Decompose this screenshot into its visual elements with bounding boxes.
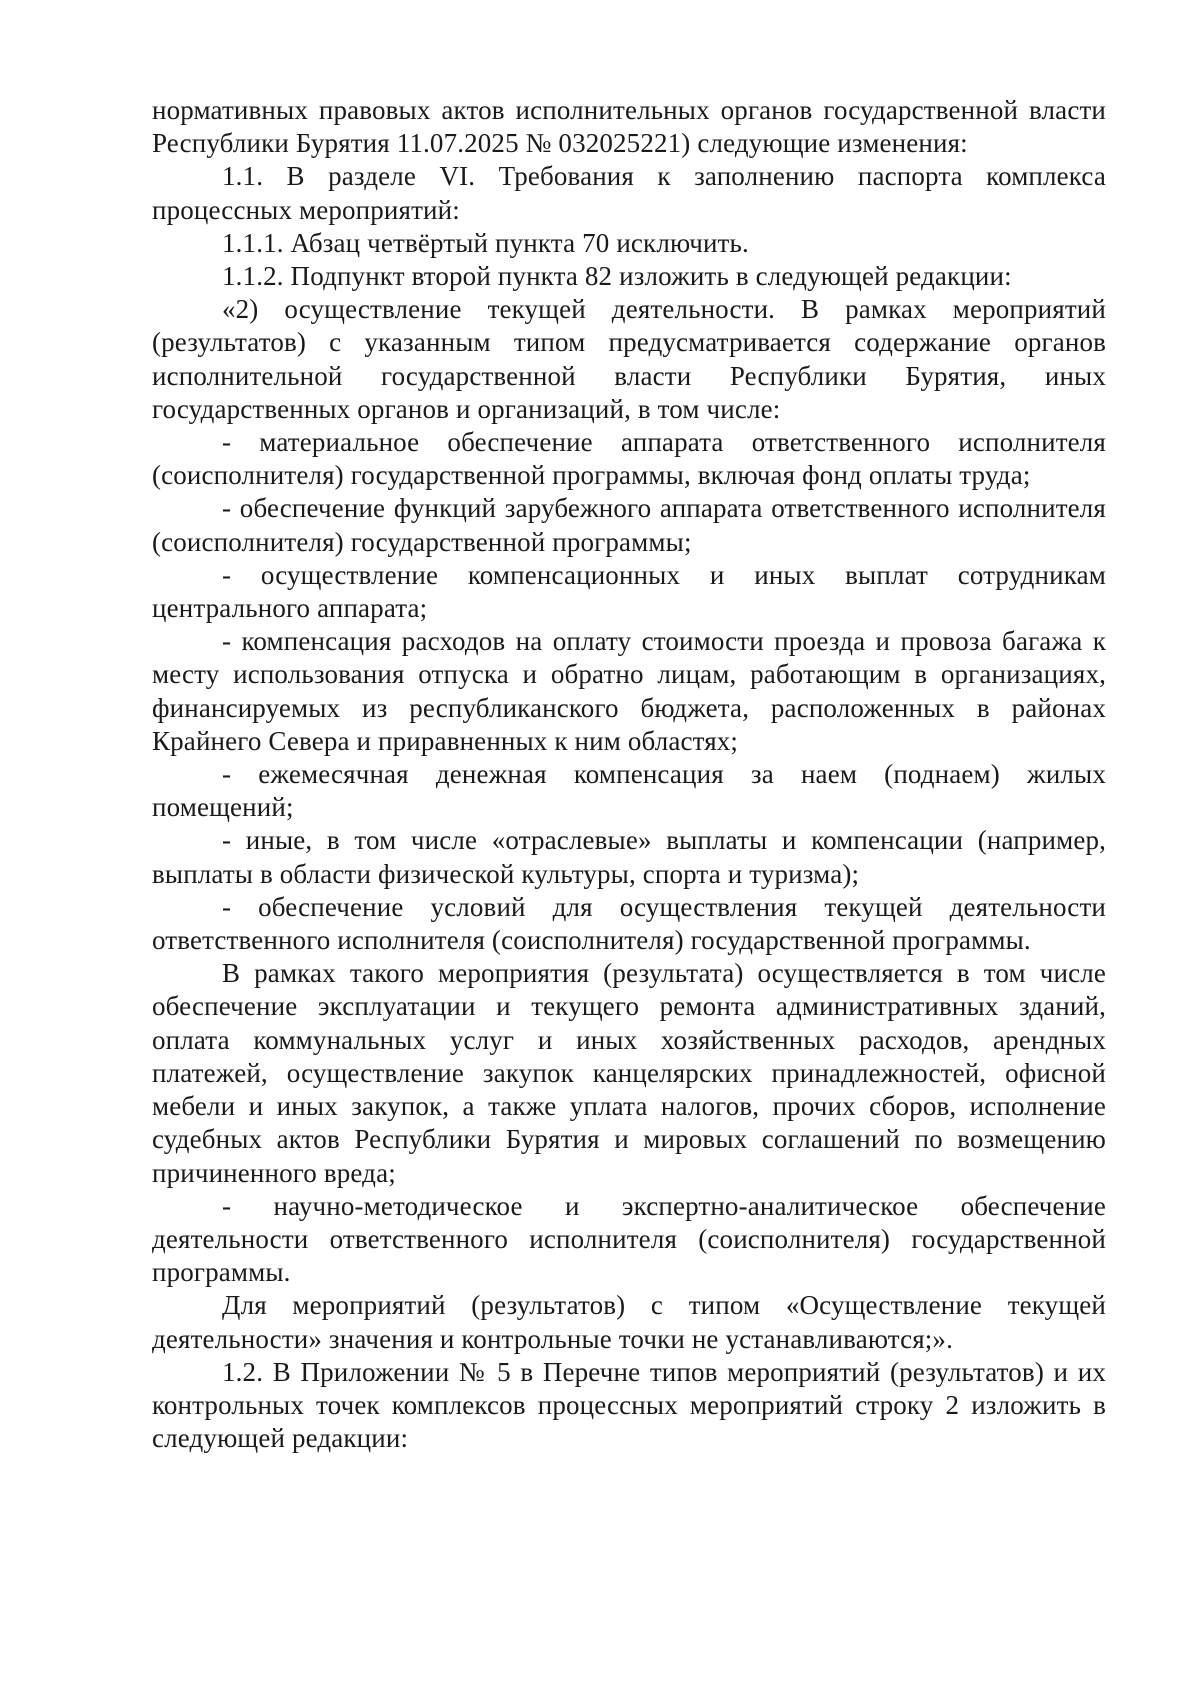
paragraph-section-1-1-2: 1.1.2. Подпункт второй пункта 82 изложить в следующей редакции: [222, 261, 1012, 292]
list-item: - иные, в том числе «отраслевые» выплаты и компенсации (например, выплаты в области физической культуры, спорта и туризма); [152, 825, 1106, 889]
paragraph-section-1-1: 1.1. В разделе VI. Требования к заполнению паспорта комплекса процессных мероприятий: [152, 161, 1106, 225]
list-item: - обеспечение условий для осуществления текущей деятельности ответственного исполнителя (соисполнителя) государственной программы. [152, 891, 1106, 956]
paragraph-control-points: Для мероприятий (результатов) с типом «Осуществление текущей деятельности» значения и контрольные точки не устанавливаются;». [152, 1290, 1106, 1354]
list-item: - материальное обеспечение аппарата ответственного исполнителя (соисполнителя) государственной программы, включая фонд оплаты труда; [152, 427, 1106, 491]
paragraph-section-1-1-1: 1.1.1. Абзац четвёртый пункта 70 исключить. [222, 227, 749, 258]
list-item: - научно-методическое и экспертно-аналитическое обеспечение деятельности ответственного исполнителя (соисполнителя) государственной программы. [152, 1190, 1106, 1288]
paragraph-activity-scope: В рамках такого мероприятия (результата) осуществляется в том числе обеспечение эксплуатации и текущего ремонта административных зданий, оплата коммунальных услуг и иных хозяйственных расходов, арендных платежей, осуществление закупок канцелярских принадлежностей, офисной мебели и иных закупок, а также уплата налогов, прочих сборов, исполнение судебных актов Республики Бурятия и мировых соглашений по возмещению причиненного вреда; [152, 958, 1106, 1188]
document-body [152, 94, 1106, 1455]
list-item: - осуществление компенсационных и иных выплат сотрудникам центрального аппарата; [152, 559, 1106, 624]
list-item: - компенсация расходов на оплату стоимости проезда и провоза багажа к месту использования отпуска и обратно лицам, работающим в организациях, финансируемых из республиканского бюджета, расположенных в районах Крайнего Севера и приравненных к ним областях; [152, 626, 1106, 756]
paragraph-quoted-item-2: «2) осуществление текущей деятельности. В рамках мероприятий (результатов) с указанным типом предусматривается содержание органов исполнительной государственной власти Республики Бурятия, иных государственных органов и организаций, в том числе: [152, 294, 1106, 424]
list-item: - ежемесячная денежная компенсация за наем (поднаем) жилых помещений; [152, 759, 1106, 823]
list-item: - обеспечение функций зарубежного аппарата ответственного исполнителя (соисполнителя) государственной программы; [152, 493, 1106, 557]
paragraph-1: нормативных правовых актов исполнительных органов государственной власти Республики Бурятия 11.07.2025 № 032025221) следующие изменения: [152, 95, 1106, 159]
paragraph-section-1-2: 1.2. В Приложении № 5 в Перечне типов мероприятий (результатов) и их контрольных точек комплексов процессных мероприятий строку 2 изложить в следующей редакции: [152, 1356, 1106, 1454]
